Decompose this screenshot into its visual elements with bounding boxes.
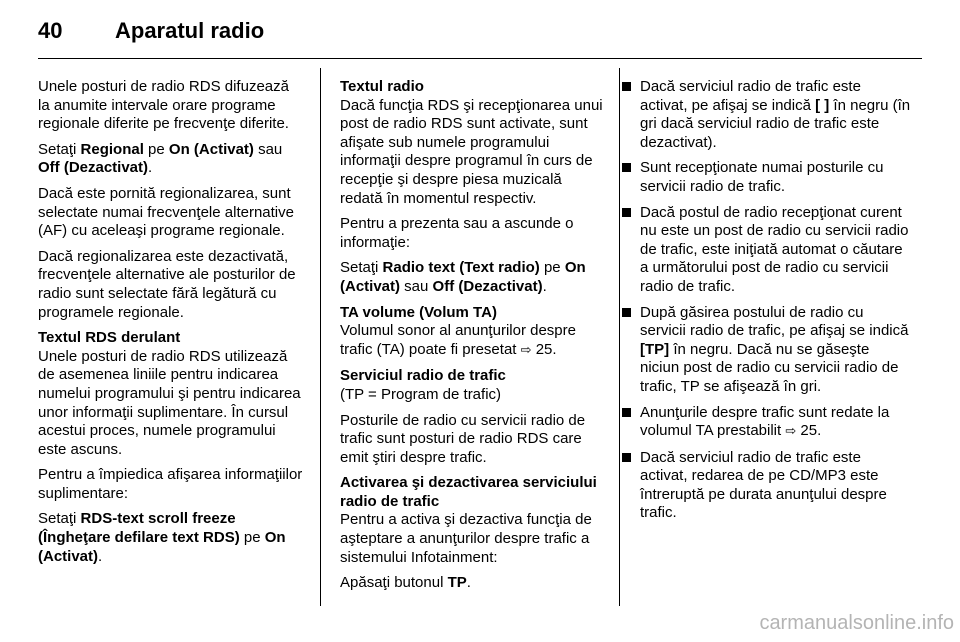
section-ta-volume: TA volume (Volum TA) Volumul sonor al anunţurilor despre trafic (TA) poate fi presetat ⇨ 25. — [340, 304, 606, 361]
page-number: 40 — [38, 18, 63, 43]
column-3 — [622, 78, 912, 530]
bullet-square-icon — [622, 408, 631, 417]
section-radio-text: Textul radio Dacă funcţia RDS şi recepţionarea unui post de radio RDS sunt activate, sunt afişate sub numele programului informaţii despre programul în curs de recepţie şi despre piesa muzicală redată în momentul respectiv. — [340, 78, 606, 208]
paragraph: Pentru a prezenta sau a ascunde o informaţie: — [340, 215, 574, 251]
page-reference-arrow-icon: ⇨ — [785, 424, 797, 440]
column-2 — [340, 78, 606, 600]
list-item: Sunt recepţionate numai posturile cu servicii radio de trafic. — [622, 159, 912, 196]
paragraph: Setaţi Radio text (Text radio) pe On (Activat) sau Off (Dezactivat). — [340, 259, 586, 295]
paragraph: Dacă este pornită regionalizarea, sunt selectate numai frecvenţele alternative (AF) cu aceleaşi programe regionale. — [38, 184, 294, 240]
page-header — [38, 14, 922, 52]
bullet-square-icon — [622, 163, 631, 172]
section-rds-scroll: Textul RDS derulant Unele posturi de radio RDS utilizează de asemenea liniile pentru indicarea numelui programului şi pentru indicarea unor informaţii suplimentare. În cursul acestui proces, numele programului este ascuns. — [38, 329, 304, 459]
page-title: Aparatul radio — [115, 18, 265, 43]
paragraph: Pentru a împiedica afişarea informaţiilor suplimentare: — [38, 466, 303, 502]
list-item: Dacă serviciul radio de trafic este activat, redarea de pe CD/MP3 este întreruptă pe durata anunţului despre trafic. — [622, 449, 912, 523]
bullet-square-icon — [622, 208, 631, 217]
section-heading: TA volume (Volum TA) — [340, 303, 497, 321]
bullet-square-icon — [622, 453, 631, 462]
list-item: Dacă postul de radio recepţionat curent nu este un post de radio cu servicii radio de trafic, este iniţiată automat o căutare a următorului post de radio cu servicii radio de trafic. — [622, 204, 912, 297]
list-item: Dacă serviciul radio de trafic este activat, pe afişaj se indică [ ] în negru (în gri dacă serviciul radio de trafic este dezactivat). — [622, 78, 912, 152]
paragraph: Posturile de radio cu servicii radio de trafic sunt posturi de radio RDS care emit ştiri despre trafic. — [340, 411, 586, 466]
column-divider-2 — [619, 68, 620, 606]
section-heading: Textul radio — [340, 78, 424, 95]
section-heading: Activarea şi dezactivarea serviciului radio de trafic — [340, 474, 597, 510]
paragraph: Setaţi Regional pe On (Activat) sau Off (Dezactivat). — [38, 140, 283, 177]
bullet-square-icon — [622, 82, 631, 91]
section-heading: Serviciul radio de trafic — [340, 367, 506, 385]
paragraph: Setaţi RDS-text scroll freeze (Îngheţare defilare text RDS) pe On (Activat). — [38, 510, 286, 565]
section-activate-traffic: Activarea şi dezactivarea serviciului radio de trafic Pentru a activa şi dezactiva funcţia de aşteptare a anunţurilor despre trafic a sistemului Infotainment: — [340, 474, 606, 567]
header-divider — [38, 58, 922, 59]
bullet-square-icon — [622, 308, 631, 317]
watermark: carmanualsonline.info — [759, 612, 954, 634]
bullet-list — [622, 78, 912, 523]
list-item: După găsirea postului de radio cu servicii radio de trafic, pe afişaj se indică [TP] în negru. Dacă nu se găseşte niciun post de radio cu servicii radio de trafic, TP se afişează în gri. — [622, 304, 912, 397]
page-reference-arrow-icon: ⇨ — [520, 342, 532, 358]
section-heading: Textul RDS derulant — [38, 329, 181, 347]
paragraph: Unele posturi de radio RDS difuzează la anumite intervale orare programe regionale diferite pe frecvenţe diferite. — [38, 78, 289, 133]
list-item: Anunţurile despre trafic sunt redate la volumul TA prestabilit ⇨ 25. — [622, 404, 912, 442]
column-divider-1 — [320, 68, 321, 606]
column-1 — [38, 78, 304, 573]
section-traffic-service: Serviciul radio de trafic (TP = Program de trafic) — [340, 367, 606, 404]
paragraph: Dacă regionalizarea este dezactivată, frecvenţele alternative ale posturilor de radio sunt selectate fără legătură cu programele regionale. — [38, 247, 296, 321]
paragraph: Apăsaţi butonul TP. — [340, 574, 471, 592]
